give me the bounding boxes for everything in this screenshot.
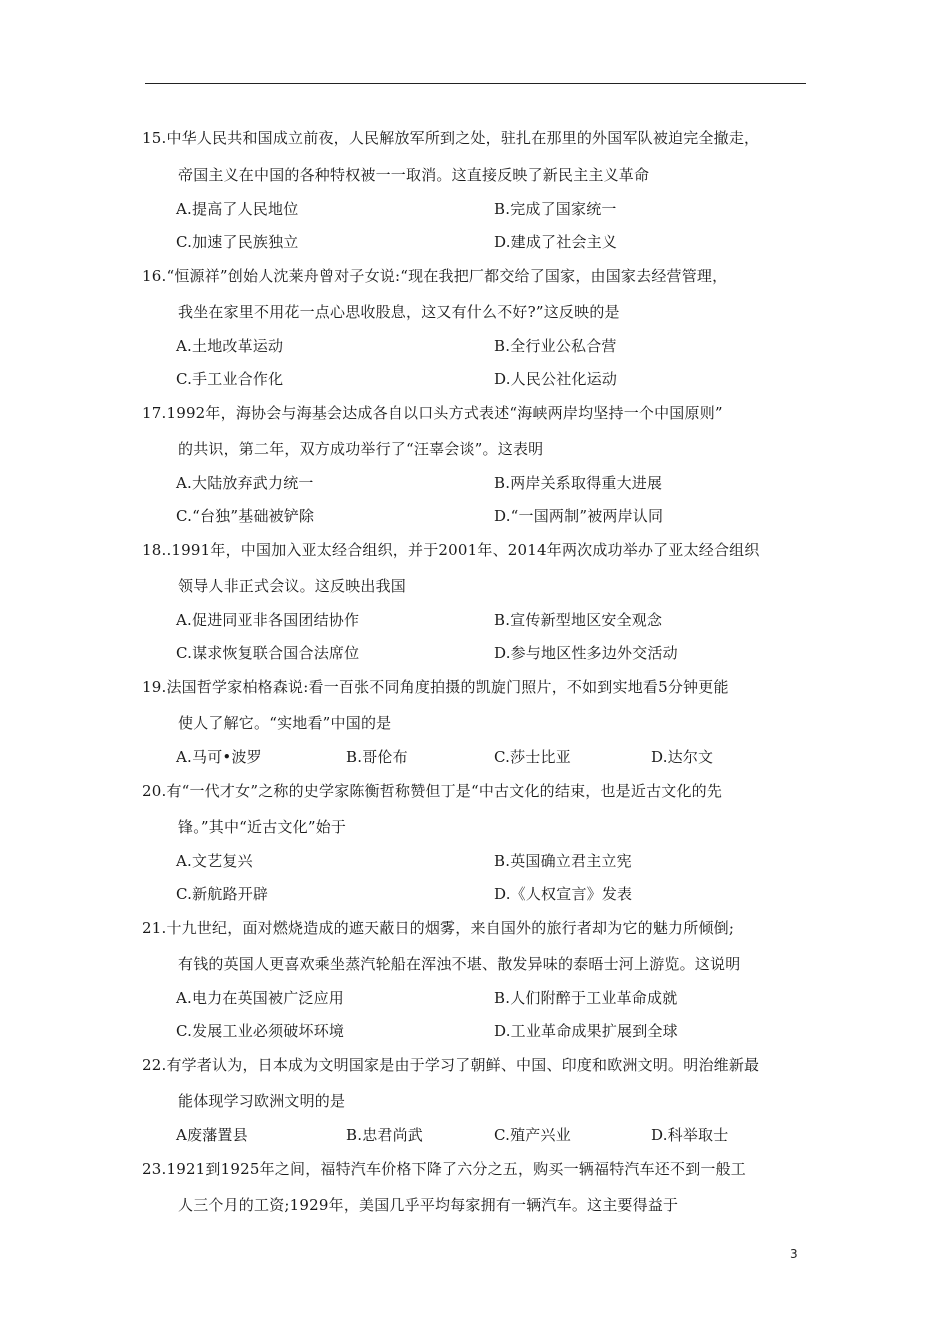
question-18-line-1: 18..1991年，中国加入亚太经合组织，并于2001年、2014年两次成功举办了亚太经合组织 <box>142 541 760 559</box>
q22-option-d: D.科举取士 <box>651 1126 729 1144</box>
q22-option-b: B.忠君尚武 <box>346 1126 423 1144</box>
question-21-line-2: 有钱的英国人更喜欢乘坐蒸汽轮船在浑浊不堪、散发异味的泰晤士河上游览。这说明 <box>178 955 741 973</box>
q15-option-b: B.完成了国家统一 <box>494 200 617 218</box>
q17-option-d: D.“一国两制”被两岸认同 <box>494 507 664 525</box>
q18-option-c: C.谋求恢复联合国合法席位 <box>176 644 360 662</box>
q22-option-a: A废藩置县 <box>176 1126 248 1144</box>
q19-option-a: A.马可•波罗 <box>176 748 262 766</box>
q17-option-b: B.两岸关系取得重大进展 <box>494 474 663 492</box>
q18-option-d: D.参与地区性多边外交活动 <box>494 644 678 662</box>
q16-option-d: D.人民公社化运动 <box>494 370 618 388</box>
q17-option-a: A.大陆放弃武力统一 <box>176 474 314 492</box>
q20-option-c: C.新航路开辟 <box>176 885 269 903</box>
question-17-line-2: 的共识，第二年，双方成功举行了“汪辜会谈”。这表明 <box>178 440 544 458</box>
q21-option-c: C.发展工业必须破坏环境 <box>176 1022 345 1040</box>
q15-option-d: D.建成了社会主义 <box>494 233 618 251</box>
q19-option-c: C.莎士比亚 <box>494 748 571 766</box>
question-16-line-2: 我坐在家里不用花一点心思收股息，这又有什么不好?”这反映的是 <box>178 303 620 321</box>
question-15-line-2: 帝国主义在中国的各种特权被一一取消。这直接反映了新民主主义革命 <box>178 166 650 184</box>
q15-option-c: C.加速了民族独立 <box>176 233 299 251</box>
q22-option-c: C.殖产兴业 <box>494 1126 571 1144</box>
question-21-line-1: 21.十九世纪，面对燃烧造成的遮天蔽日的烟雾，来自国外的旅行者却为它的魅力所倾倒; <box>142 919 735 937</box>
q19-option-b: B.哥伦布 <box>346 748 408 766</box>
question-20-line-2: 锋。”其中“近古文化”始于 <box>178 818 347 836</box>
q21-option-a: A.电力在英国被广泛应用 <box>176 989 345 1007</box>
q20-option-a: A.文艺复兴 <box>176 852 253 870</box>
q16-option-a: A.土地改革运动 <box>176 337 284 355</box>
question-17-line-1: 17.1992年，海协会与海基会达成各自以口头方式表述“海峡两岸均坚持一个中国原则” <box>142 404 723 422</box>
question-19-line-2: 使人了解它。“实地看”中国的是 <box>178 714 392 732</box>
q21-option-d: D.工业革命成果扩展到全球 <box>494 1022 678 1040</box>
question-22-line-2: 能体现学习欧洲文明的是 <box>178 1092 346 1110</box>
page-number: 3 <box>790 1247 798 1261</box>
question-20-line-1: 20.有“一代才女”之称的史学家陈衡哲称赞但丁是“中古文化的结束，也是近古文化的先 <box>142 782 723 800</box>
question-22-line-1: 22.有学者认为，日本成为文明国家是由于学习了朝鲜、中国、印度和欧洲文明。明治维新最 <box>142 1056 760 1074</box>
question-15-line-1: 15.中华人民共和国成立前夜，人民解放军所到之处，驻扎在那里的外国军队被迫完全撤走， <box>142 129 760 147</box>
q18-option-a: A.促进同亚非各国团结协作 <box>176 611 360 629</box>
q20-option-d: D.《人权宣言》发表 <box>494 885 633 903</box>
question-18-line-2: 领导人非正式会议。这反映出我国 <box>178 577 407 595</box>
q18-option-b: B.宣传新型地区安全观念 <box>494 611 663 629</box>
q16-option-b: B.全行业公私合营 <box>494 337 617 355</box>
question-23-line-2: 人三个月的工资;1929年，美国几乎平均每家拥有一辆汽车。这主要得益于 <box>178 1196 679 1214</box>
q17-option-c: C.“台独”基础被铲除 <box>176 507 315 525</box>
q15-option-a: A.提高了人民地位 <box>176 200 299 218</box>
question-19-line-1: 19.法国哲学家柏格森说:看一百张不同角度拍摄的凯旋门照片，不如到实地看5分钟更能 <box>142 678 729 696</box>
question-23-line-1: 23.1921到1925年之间，福特汽车价格下降了六分之五，购买一辆福特汽车还不到一般工 <box>142 1160 747 1178</box>
q21-option-b: B.人们附醉于工业革命成就 <box>494 989 678 1007</box>
question-16-line-1: 16.“恒源祥”创始人沈莱舟曾对子女说:“现在我把厂都交给了国家，由国家去经营管理， <box>142 267 728 285</box>
q20-option-b: B.英国确立君主立宪 <box>494 852 632 870</box>
q16-option-c: C.手工业合作化 <box>176 370 284 388</box>
header-rule <box>145 83 806 84</box>
q19-option-d: D.达尔文 <box>651 748 714 766</box>
